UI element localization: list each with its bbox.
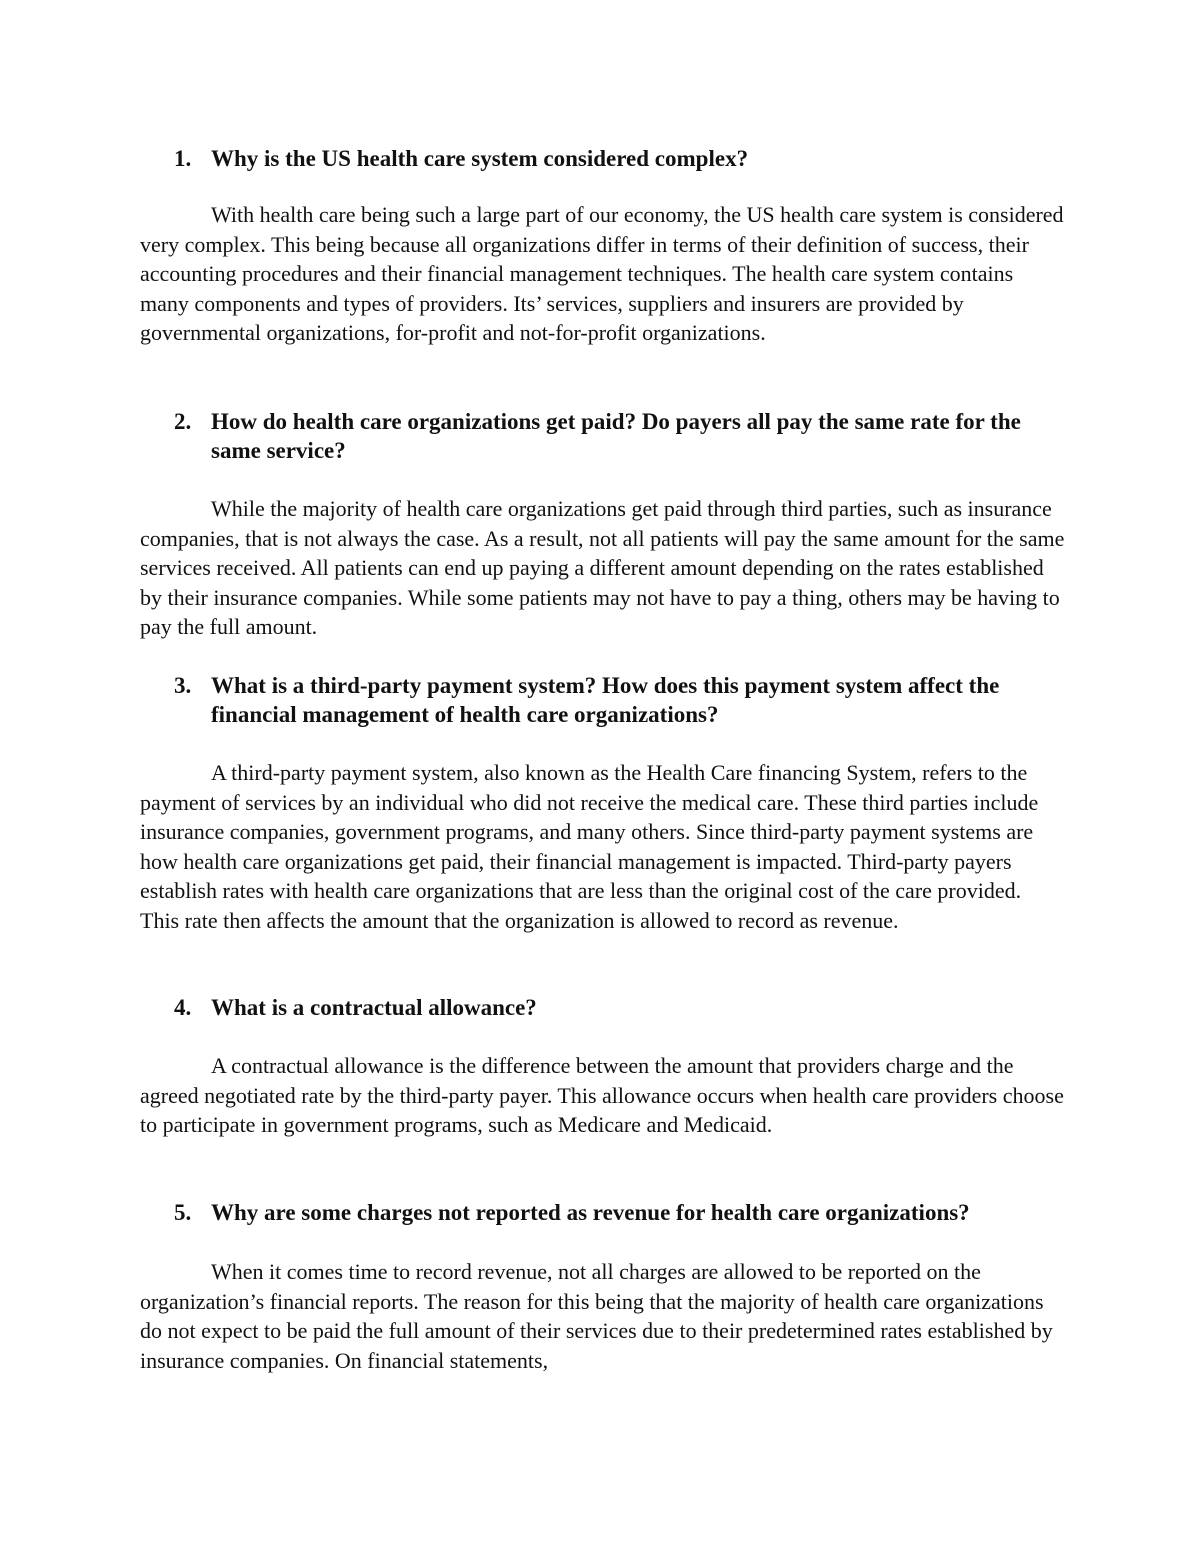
question-text: What is a third-party payment system? How does this payment system affect the financial management of health care organizations? bbox=[211, 673, 1000, 727]
question-text: How do health care organizations get paid? Do payers all pay the same rate for the same service? bbox=[211, 409, 1021, 463]
question-number: 5. bbox=[174, 1200, 192, 1225]
answer-5: When it comes time to record revenue, not all charges are allowed to be reported on the organization’s financial reports. The reason for this being that the majority of health care organizations do not expect to be paid the full amount of their services due to their predetermined rates established by insurance companies. On financial statements, bbox=[140, 1259, 1053, 1373]
question-number: 2. bbox=[174, 409, 192, 434]
question-3 bbox=[174, 671, 1074, 729]
question-text: Why is the US health care system considered complex? bbox=[211, 146, 749, 171]
question-number: 1. bbox=[174, 146, 192, 171]
question-text: What is a contractual allowance? bbox=[211, 995, 537, 1020]
question-number: 4. bbox=[174, 995, 192, 1020]
question-1 bbox=[174, 144, 1074, 173]
question-4 bbox=[174, 993, 1074, 1022]
answer-4: A contractual allowance is the difference between the amount that providers charge and the agreed negotiated rate by the third-party payer. This allowance occurs when health care providers choose to participate in government programs, such as Medicare and Medicaid. bbox=[140, 1053, 1064, 1138]
answer-1: With health care being such a large part of our economy, the US health care system is considered very complex. This being because all organizations differ in terms of their definition of success, their accounting procedures and their financial management techniques. The health care system contains many components and types of providers. Its’ services, suppliers and insurers are provided by governmental organizations, for-profit and not-for-profit organizations. bbox=[140, 202, 1064, 346]
question-2 bbox=[174, 407, 1074, 465]
question-number: 3. bbox=[174, 673, 192, 698]
answer-3: A third-party payment system, also known as the Health Care financing System, refers to the payment of services by an individual who did not receive the medical care. These third parties include insurance companies, government programs, and many others. Since third-party payment systems are how health care organizations get paid, their financial management is impacted. Third-party payers establish rates with health care organizations that are less than the original cost of the care provided. This rate then affects the amount that the organization is allowed to record as revenue. bbox=[140, 760, 1039, 933]
question-text: Why are some charges not reported as revenue for health care organizations? bbox=[211, 1200, 970, 1225]
question-5 bbox=[174, 1198, 1074, 1227]
answer-2: While the majority of health care organizations get paid through third parties, such as insurance companies, that is not always the case. As a result, not all patients will pay the same amount for the same services received. All patients can end up paying a different amount depending on the rates established by their insurance companies. While some patients may not have to pay a thing, others may be having to pay the full amount. bbox=[140, 496, 1065, 640]
